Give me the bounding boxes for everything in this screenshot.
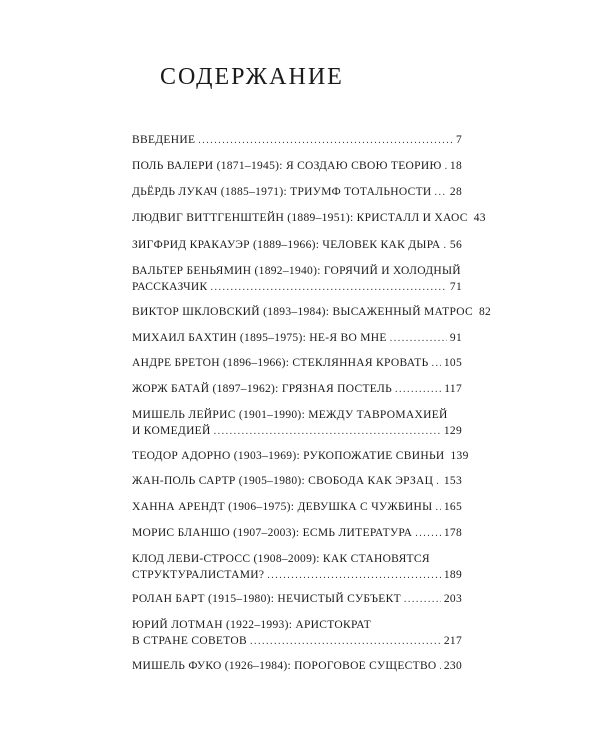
toc-leader-dots	[390, 331, 447, 347]
toc-leader-dots	[445, 159, 447, 175]
toc-page-number: 105	[443, 357, 462, 369]
toc-page-number: 189	[443, 569, 462, 581]
toc-entry-title: МИХАИЛ БАХТИН (1895–1975): НЕ-Я ВО МНЕ	[132, 332, 387, 344]
page-title: СОДЕРЖАНИЕ	[160, 64, 344, 90]
toc-entry-title: ЮРИЙ ЛОТМАН (1922–1993): АРИСТОКРАТ	[132, 619, 372, 631]
toc-entry-line	[132, 499, 462, 516]
toc-page-number: 71	[449, 281, 462, 293]
toc-page-number: 178	[443, 527, 462, 539]
toc-page-number: 43	[473, 212, 486, 224]
toc-entry-title: ЛЮДВИГ ВИТТГЕНШТЕЙН (1889–1951): КРИСТАЛЛ И ХАОС	[132, 212, 468, 224]
toc-entry-line	[132, 658, 462, 675]
toc-leader-dots	[267, 568, 441, 584]
toc-entry-title: МИШЕЛЬ ЛЕЙРИС (1901–1990): МЕЖДУ ТАВРОМАХИЕЙ	[132, 409, 448, 421]
toc-entry-line	[132, 473, 462, 490]
toc-entry-title: РАССКАЗЧИК	[132, 281, 208, 293]
toc-entry-line	[132, 551, 462, 567]
toc-leader-dots	[250, 634, 441, 650]
toc-entry-line	[132, 381, 462, 398]
toc-page-number: 28	[449, 186, 462, 198]
toc-leader-dots	[436, 474, 441, 490]
toc-entry-line	[132, 423, 462, 440]
toc-entry-title: И КОМЕДИЕЙ	[132, 425, 211, 437]
toc-entry-title: ДЬЁРДЬ ЛУКАЧ (1885–1971): ТРИУМФ ТОТАЛЬНОСТИ	[132, 186, 432, 198]
toc-page-number: 56	[449, 239, 462, 251]
toc-entry-line	[132, 525, 462, 542]
toc-page-number: 7	[455, 134, 462, 146]
toc-entry-title: АНДРЕ БРЕТОН (1896–1966): СТЕКЛЯННАЯ КРОВАТЬ	[132, 357, 429, 369]
toc-entry-title: В СТРАНЕ СОВЕТОВ	[132, 635, 247, 647]
toc-entry-title: КЛОД ЛЕВИ-СТРОСС (1908–2009): КАК СТАНОВЯТСЯ	[132, 553, 430, 565]
toc-leader-dots	[214, 424, 441, 440]
toc-entry-title: ХАННА АРЕНДТ (1906–1975): ДЕВУШКА С ЧУЖБИНЫ	[132, 501, 433, 513]
toc-entry[interactable]	[132, 355, 462, 372]
toc-entry[interactable]	[132, 407, 462, 440]
toc-entry-title: ЖОРЖ БАТАЙ (1897–1962): ГРЯЗНАЯ ПОСТЕЛЬ	[132, 383, 392, 395]
toc-entry[interactable]	[132, 330, 462, 347]
toc-entry-title: РОЛАН БАРТ (1915–1980): НЕЧИСТЫЙ СУБЪЕКТ	[132, 593, 401, 605]
toc-entry[interactable]	[132, 184, 462, 201]
toc-page-number: 18	[449, 160, 462, 172]
toc-entry-line	[132, 633, 462, 650]
toc-entry-title: ВВЕДЕНИЕ	[132, 134, 196, 146]
toc-entry-line	[132, 132, 462, 149]
toc-entry-line	[132, 407, 462, 423]
toc-page-number: 217	[443, 635, 462, 647]
toc-entry-title: ВИКТОР ШКЛОВСКИЙ (1893–1984): ВЫСАЖЕННЫЙ МАТРОС	[132, 306, 473, 318]
toc-leader-dots	[432, 356, 441, 372]
toc-entry[interactable]	[132, 473, 462, 490]
toc-leader-dots	[440, 659, 441, 675]
toc-entry[interactable]	[132, 525, 462, 542]
toc-page-number: 153	[443, 475, 462, 487]
toc-entry[interactable]	[132, 237, 462, 254]
toc-leader-dots	[210, 280, 446, 296]
toc-page-number: 230	[443, 660, 462, 672]
toc-entry-line	[132, 355, 462, 372]
toc-entry-title: СТРУКТУРАЛИСТАМИ?	[132, 569, 265, 581]
toc-leader-dots	[444, 238, 447, 254]
toc-entry-title: ПОЛЬ ВАЛЕРИ (1871–1945): Я СОЗДАЮ СВОЮ ТЕОРИЮ	[132, 160, 442, 172]
toc-page-number: 203	[443, 593, 462, 605]
toc-leader-dots	[435, 500, 440, 516]
toc-page-number: 82	[479, 306, 492, 318]
toc-entry-line	[132, 591, 462, 608]
toc-entry[interactable]	[132, 499, 462, 516]
toc-entry-line	[132, 304, 492, 321]
toc-page-number: 129	[443, 425, 462, 437]
toc-leader-dots	[404, 592, 441, 608]
toc-entry-line	[132, 184, 462, 201]
toc-page-number: 139	[450, 450, 469, 462]
toc-entry[interactable]	[132, 263, 462, 296]
toc-leader-dots	[198, 133, 453, 149]
toc-entry[interactable]	[132, 658, 462, 675]
toc-entry-title: ВАЛЬТЕР БЕНЬЯМИН (1892–1940): ГОРЯЧИЙ И ХОЛОДНЫЙ	[132, 265, 461, 277]
toc-entry-title: ТЕОДОР АДОРНО (1903–1969): РУКОПОЖАТИЕ СВИНЬИ	[132, 450, 445, 462]
toc-entry-line	[132, 567, 462, 584]
toc-entry-line	[132, 448, 469, 465]
toc-entry[interactable]	[132, 381, 462, 398]
toc-entry[interactable]	[132, 158, 462, 175]
toc-entry-line	[132, 330, 462, 347]
toc-leader-dots	[395, 382, 441, 398]
toc-page-number: 165	[443, 501, 462, 513]
toc-entry-line	[132, 158, 462, 175]
toc-page-number: 91	[449, 332, 462, 344]
toc-entry[interactable]	[132, 448, 469, 465]
toc-entry[interactable]	[132, 304, 492, 321]
toc-entry-line	[132, 237, 462, 254]
toc-entry[interactable]	[132, 210, 486, 227]
toc-entry-title: МИШЕЛЬ ФУКО (1926–1984): ПОРОГОВОЕ СУЩЕСТВО	[132, 660, 437, 672]
toc-entry-title: ЖАН-ПОЛЬ САРТР (1905–1980): СВОБОДА КАК ЭРЗАЦ	[132, 475, 434, 487]
toc-entry[interactable]	[132, 617, 462, 650]
toc-leader-dots	[435, 185, 447, 201]
toc-entry[interactable]	[132, 132, 462, 149]
toc-entry-line	[132, 617, 462, 633]
toc-entry[interactable]	[132, 551, 462, 584]
toc-entry-line	[132, 263, 462, 279]
toc-leader-dots	[415, 526, 441, 542]
toc-entry-line	[132, 279, 462, 296]
toc-entry-title: МОРИС БЛАНШО (1907–2003): ЕСМЬ ЛИТЕРАТУРА	[132, 527, 413, 539]
toc-entry[interactable]	[132, 591, 462, 608]
toc-page-number: 117	[444, 383, 462, 395]
toc-entry-title: ЗИГФРИД КРАКАУЭР (1889–1966): ЧЕЛОВЕК КАК ДЫРА	[132, 239, 441, 251]
toc-entry-line	[132, 210, 486, 227]
